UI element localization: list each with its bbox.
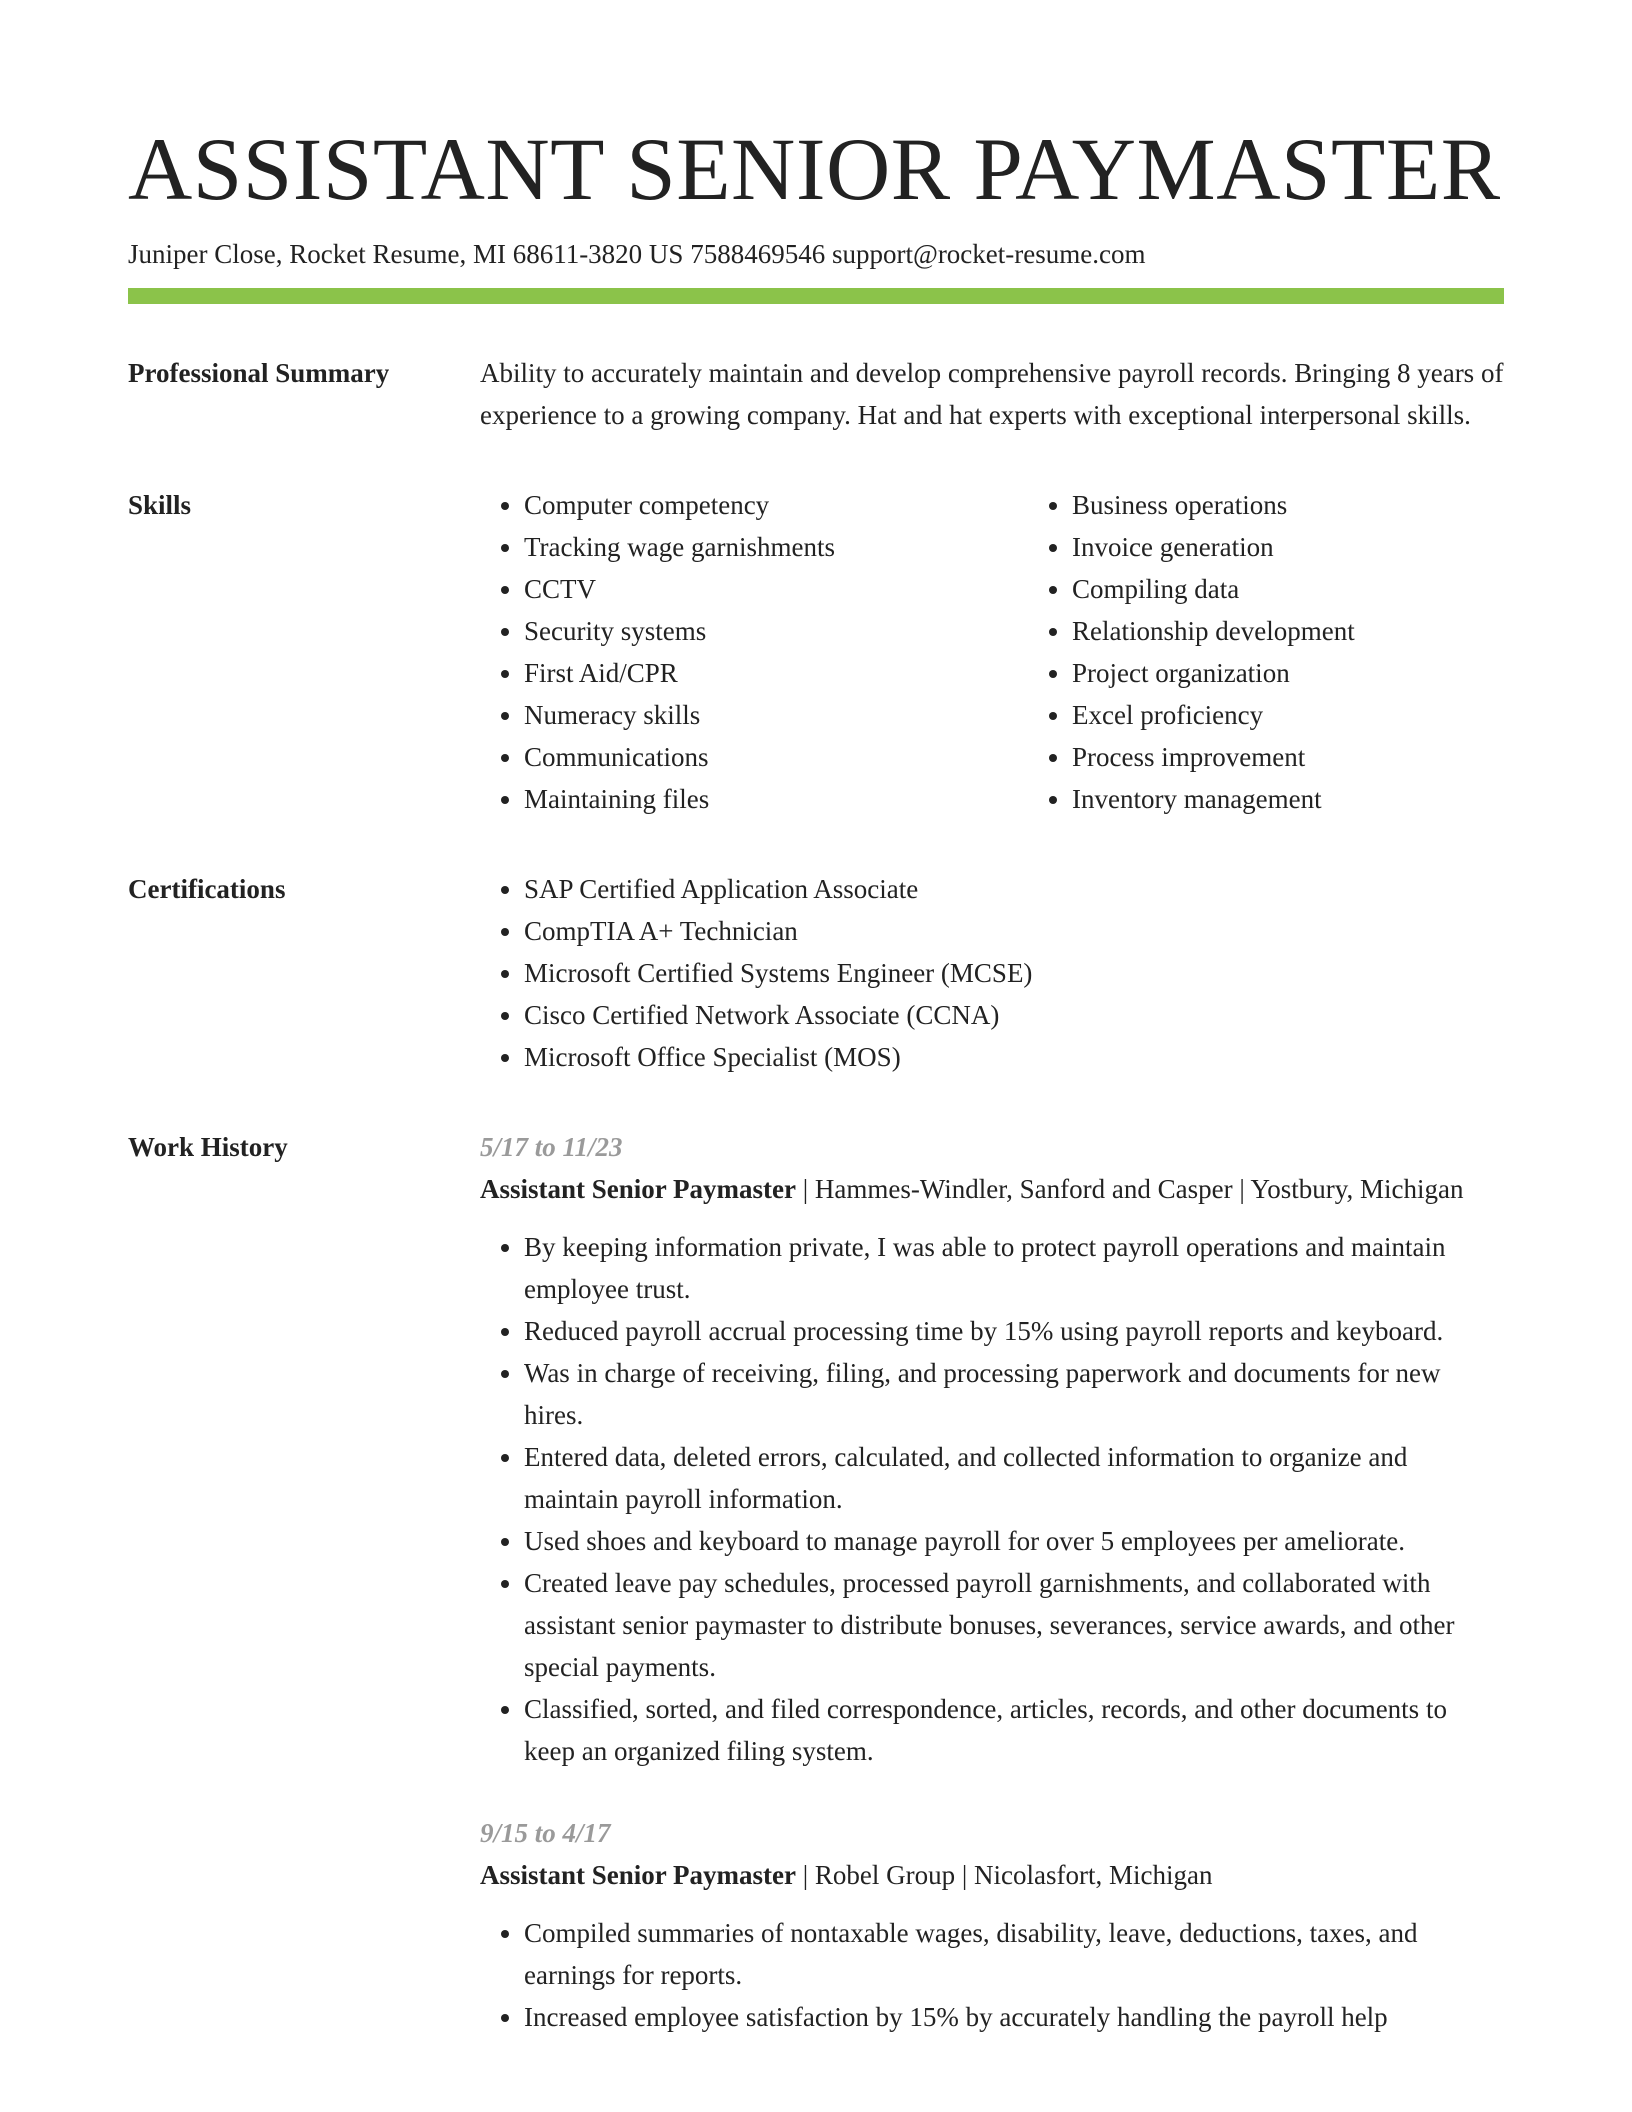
job-heading — [480, 1854, 1504, 1896]
summary-text: Ability to accurately maintain and develop comprehensive payroll records. Bringing 8 years of experience to a growing company. Hat and hat experts with exceptional interpersonal skills. — [480, 358, 1504, 430]
list-item: • Excel proficiency — [1072, 694, 1504, 736]
skills-section — [128, 484, 1504, 820]
job-entry — [480, 1126, 1504, 1772]
contact-line: Juniper Close, Rocket Resume, MI 68611-3820 US 7588469546 support@rocket-resume.com — [128, 239, 1146, 269]
list-item: • Microsoft Office Specialist (MOS) — [524, 1036, 1504, 1078]
job-title: Assistant Senior Paymaster — [480, 1860, 796, 1890]
list-item: • Entered data, deleted errors, calculated, and collected information to organize and maintain payroll information. — [524, 1436, 1504, 1520]
list-item: • Relationship development — [1072, 610, 1504, 652]
list-item: • Compiled summaries of nontaxable wages, disability, leave, deductions, taxes, and earnings for reports. — [524, 1912, 1504, 1996]
list-item: • SAP Certified Application Associate — [524, 868, 1504, 910]
list-item: • CompTIA A+ Technician — [524, 910, 1504, 952]
list-item: • Created leave pay schedules, processed payroll garnishments, and collaborated with assistant senior paymaster to distribute bonuses, severances, service awards, and other special payments. — [524, 1562, 1504, 1688]
list-item: • Numeracy skills — [524, 694, 1028, 736]
list-item: • Business operations — [1072, 484, 1504, 526]
list-item: • Project organization — [1072, 652, 1504, 694]
list-item: • Was in charge of receiving, filing, and processing paperwork and documents for new hires. — [524, 1352, 1504, 1436]
section-title: Work History — [128, 1132, 288, 1162]
certifications-section — [128, 868, 1504, 1078]
job-title: Assistant Senior Paymaster — [480, 1174, 796, 1204]
job-entry — [480, 1812, 1504, 2038]
list-item: • Tracking wage garnishments — [524, 526, 1028, 568]
skills-list-right — [1028, 484, 1504, 820]
section-title: Professional Summary — [128, 358, 390, 388]
work-history-section — [128, 1126, 1504, 2078]
list-item: • By keeping information private, I was able to protect payroll operations and maintain employee trust. — [524, 1226, 1504, 1310]
list-item: • Used shoes and keyboard to manage payroll for over 5 employees per ameliorate. — [524, 1520, 1504, 1562]
skills-grid — [480, 484, 1504, 820]
list-item: • Compiling data — [1072, 568, 1504, 610]
job-dates: 5/17 to 11/23 — [480, 1132, 623, 1162]
list-item: • Classified, sorted, and filed correspondence, articles, records, and other documents to keep an organized filing system. — [524, 1688, 1504, 1772]
job-details: | Hammes-Windler, Sanford and Casper | Yostbury, Michigan — [795, 1174, 1464, 1204]
list-item: • Cisco Certified Network Associate (CCNA) — [524, 994, 1504, 1036]
section-title: Skills — [128, 490, 192, 520]
list-item: • Invoice generation — [1072, 526, 1504, 568]
certifications-list — [480, 868, 1504, 1078]
job-heading — [480, 1168, 1504, 1210]
list-item: • Reduced payroll accrual processing time by 15% using payroll reports and keyboard. — [524, 1310, 1504, 1352]
list-item: • Maintaining files — [524, 778, 1028, 820]
list-item: • Security systems — [524, 610, 1028, 652]
skills-list-left — [480, 484, 1028, 820]
list-item: • First Aid/CPR — [524, 652, 1028, 694]
certifications-body — [480, 868, 1504, 1078]
job-details: | Robel Group | Nicolasfort, Michigan — [795, 1860, 1213, 1890]
summary-section — [128, 352, 1504, 436]
list-item: • Increased employee satisfaction by 15% by accurately handling the payroll help — [524, 1996, 1504, 2038]
resume-name: ASSISTANT SENIOR PAYMASTER — [128, 121, 1501, 219]
job-bullets — [480, 1912, 1504, 2038]
list-item: • Process improvement — [1072, 736, 1504, 778]
list-item: • Computer competency — [524, 484, 1028, 526]
list-item: • CCTV — [524, 568, 1028, 610]
accent-divider — [128, 288, 1504, 304]
job-dates: 9/15 to 4/17 — [480, 1818, 611, 1848]
section-title: Certifications — [128, 874, 286, 904]
job-bullets — [480, 1226, 1504, 1772]
work-history-body — [480, 1126, 1504, 2078]
list-item: • Communications — [524, 736, 1028, 778]
list-item: • Microsoft Certified Systems Engineer (MCSE) — [524, 952, 1504, 994]
list-item: • Inventory management — [1072, 778, 1504, 820]
